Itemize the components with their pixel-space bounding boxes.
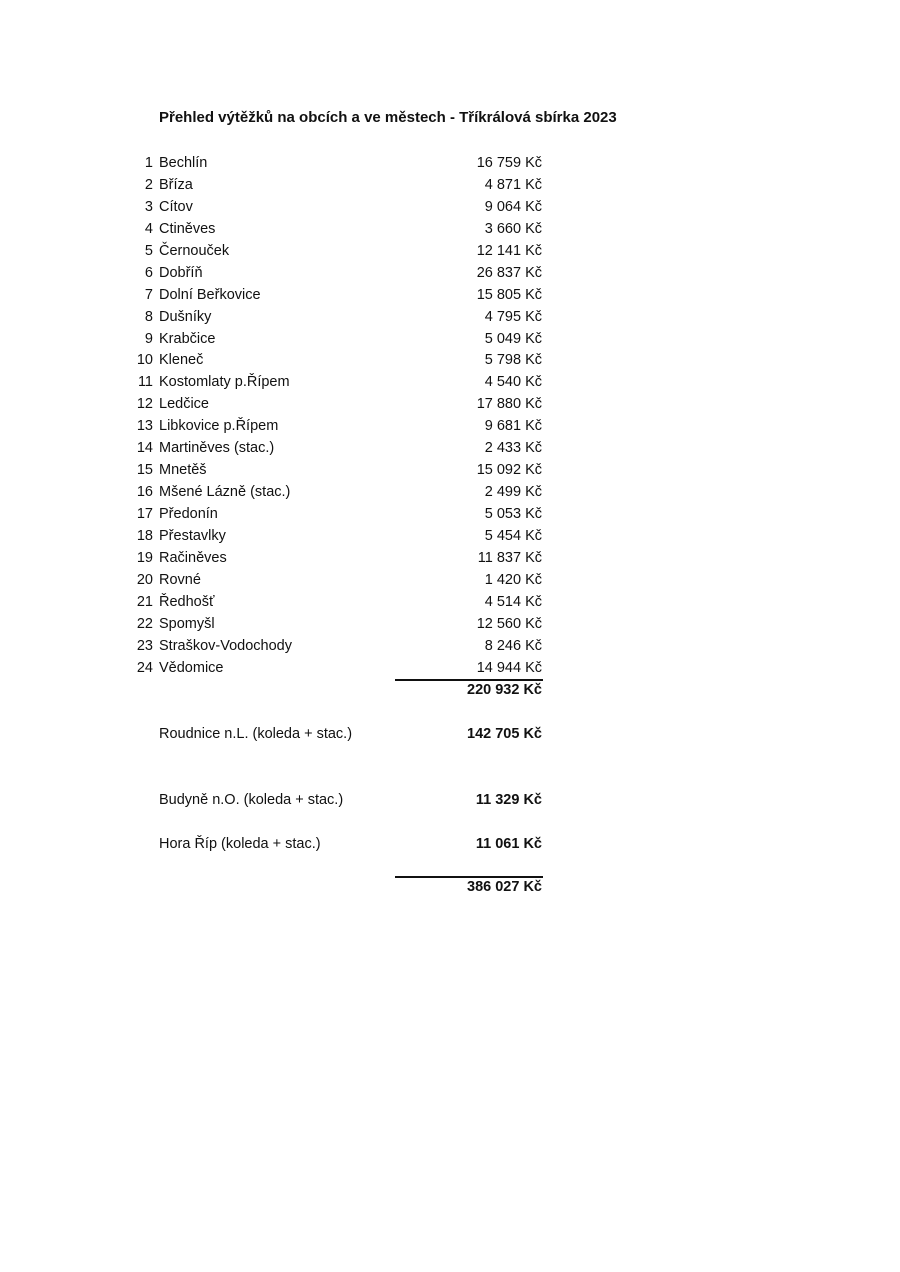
table-row xyxy=(0,503,900,525)
town-amount: 142 705 Kč xyxy=(467,726,542,742)
table-row xyxy=(0,657,900,679)
row-number: 10 xyxy=(136,352,153,369)
municipality-name: Libkovice p.Řípem xyxy=(159,418,279,435)
row-number: 9 xyxy=(144,330,153,347)
table-row xyxy=(0,174,900,196)
amount-value: 9 681 Kč xyxy=(484,418,542,435)
row-number: 6 xyxy=(144,264,153,281)
row-number: 19 xyxy=(136,549,153,566)
row-number: 17 xyxy=(136,506,153,522)
table-row xyxy=(0,613,900,635)
row-number: 7 xyxy=(144,286,153,303)
amount-value: 5 049 Kč xyxy=(484,330,542,347)
town-name: Budyně n.O. (koleda + stac.) xyxy=(159,792,344,808)
page-title: Přehled výtěžků na obcích a ve městech - Tříkrálová sbírka 2023 xyxy=(159,109,617,126)
grand-total-value: 386 027 Kč xyxy=(467,879,542,895)
municipality-name: Ledčice xyxy=(159,396,209,413)
row-number: 21 xyxy=(136,593,153,610)
municipality-table xyxy=(0,152,900,679)
row-number: 11 xyxy=(137,374,153,391)
municipality-name: Přestavlky xyxy=(159,527,226,544)
amount-value: 8 246 Kč xyxy=(484,637,542,654)
municipality-name: Kostomlaty p.Řípem xyxy=(159,374,290,391)
municipality-name: Dušníky xyxy=(159,308,212,325)
row-number: 4 xyxy=(144,220,153,237)
row-number: 23 xyxy=(136,637,153,654)
row-number: 3 xyxy=(144,198,153,215)
municipality-name: Mnetěš xyxy=(159,462,207,479)
row-number: 15 xyxy=(136,462,153,479)
table-row xyxy=(0,635,900,657)
table-row xyxy=(0,525,900,547)
amount-value: 4 871 Kč xyxy=(484,176,542,193)
amount-value: 17 880 Kč xyxy=(476,396,542,413)
row-number: 8 xyxy=(144,308,153,325)
town-amount: 11 329 Kč xyxy=(475,792,542,808)
amount-value: 12 141 Kč xyxy=(476,242,542,259)
municipality-name: Spomyšl xyxy=(159,615,215,632)
table-row xyxy=(0,547,900,569)
amount-value: 4 540 Kč xyxy=(484,374,542,391)
table-row xyxy=(0,415,900,437)
amount-value: 5 053 Kč xyxy=(484,506,542,522)
municipality-name: Mšené Lázně (stac.) xyxy=(159,484,291,501)
table-row xyxy=(0,371,900,393)
municipality-name: Dolní Beřkovice xyxy=(159,286,261,303)
amount-value: 12 560 Kč xyxy=(476,615,542,632)
table-row xyxy=(0,393,900,415)
amount-value: 3 660 Kč xyxy=(484,220,542,237)
row-number: 16 xyxy=(136,484,153,501)
amount-value: 1 420 Kč xyxy=(484,571,542,588)
table-row xyxy=(0,152,900,174)
table-row xyxy=(0,218,900,240)
table-row xyxy=(0,196,900,218)
municipality-name: Dobříň xyxy=(159,264,203,281)
amount-value: 26 837 Kč xyxy=(476,264,542,281)
municipality-name: Bechlín xyxy=(159,155,208,171)
amount-value: 2 433 Kč xyxy=(484,440,542,457)
row-number: 14 xyxy=(136,440,153,457)
amount-value: 14 944 Kč xyxy=(476,659,542,676)
amount-value: 2 499 Kč xyxy=(484,484,542,501)
amount-value: 5 454 Kč xyxy=(484,527,542,544)
municipality-name: Kleneč xyxy=(159,352,204,369)
table-row xyxy=(0,459,900,481)
municipality-name: Předonín xyxy=(159,506,218,522)
table-row xyxy=(0,591,900,613)
amount-value: 5 798 Kč xyxy=(484,352,542,369)
municipality-name: Cítov xyxy=(159,198,193,215)
amount-value: 15 092 Kč xyxy=(476,462,542,479)
row-number: 5 xyxy=(144,242,153,259)
amount-value: 16 759 Kč xyxy=(476,155,542,171)
municipality-name: Vědomice xyxy=(159,659,224,676)
row-number: 13 xyxy=(136,418,153,435)
table-row xyxy=(0,262,900,284)
town-amount: 11 061 Kč xyxy=(475,836,542,852)
municipality-name: Bříza xyxy=(159,176,193,193)
row-number: 20 xyxy=(136,571,153,588)
municipality-name: Martiněves (stac.) xyxy=(159,440,275,457)
amount-value: 4 795 Kč xyxy=(484,308,542,325)
municipality-name: Krabčice xyxy=(159,330,216,347)
table-row xyxy=(0,569,900,591)
table-row xyxy=(0,481,900,503)
table-row xyxy=(0,284,900,306)
row-number: 12 xyxy=(136,396,153,413)
row-number: 22 xyxy=(136,615,153,632)
table-row xyxy=(0,240,900,262)
town-name: Hora Říp (koleda + stac.) xyxy=(159,836,321,852)
table-row xyxy=(0,437,900,459)
table-row xyxy=(0,328,900,350)
municipality-name: Račiněves xyxy=(159,549,227,566)
municipality-name: Straškov-Vodochody xyxy=(159,637,292,654)
municipality-name: Rovné xyxy=(159,571,201,588)
municipality-name: Černouček xyxy=(159,242,230,259)
row-number: 18 xyxy=(136,527,153,544)
amount-value: 9 064 Kč xyxy=(484,198,542,215)
subtotal-value: 220 932 Kč xyxy=(467,682,542,698)
table-row xyxy=(0,349,900,371)
amount-value: 4 514 Kč xyxy=(484,593,542,610)
row-number: 2 xyxy=(144,176,153,193)
table-row xyxy=(0,306,900,328)
municipality-name: Ředhošť xyxy=(159,593,215,610)
municipality-name: Ctiněves xyxy=(159,220,216,237)
row-number: 24 xyxy=(136,659,153,676)
row-number: 1 xyxy=(144,155,153,171)
amount-value: 15 805 Kč xyxy=(476,286,542,303)
amount-value: 11 837 Kč xyxy=(477,549,542,566)
town-name: Roudnice n.L. (koleda + stac.) xyxy=(159,726,353,742)
